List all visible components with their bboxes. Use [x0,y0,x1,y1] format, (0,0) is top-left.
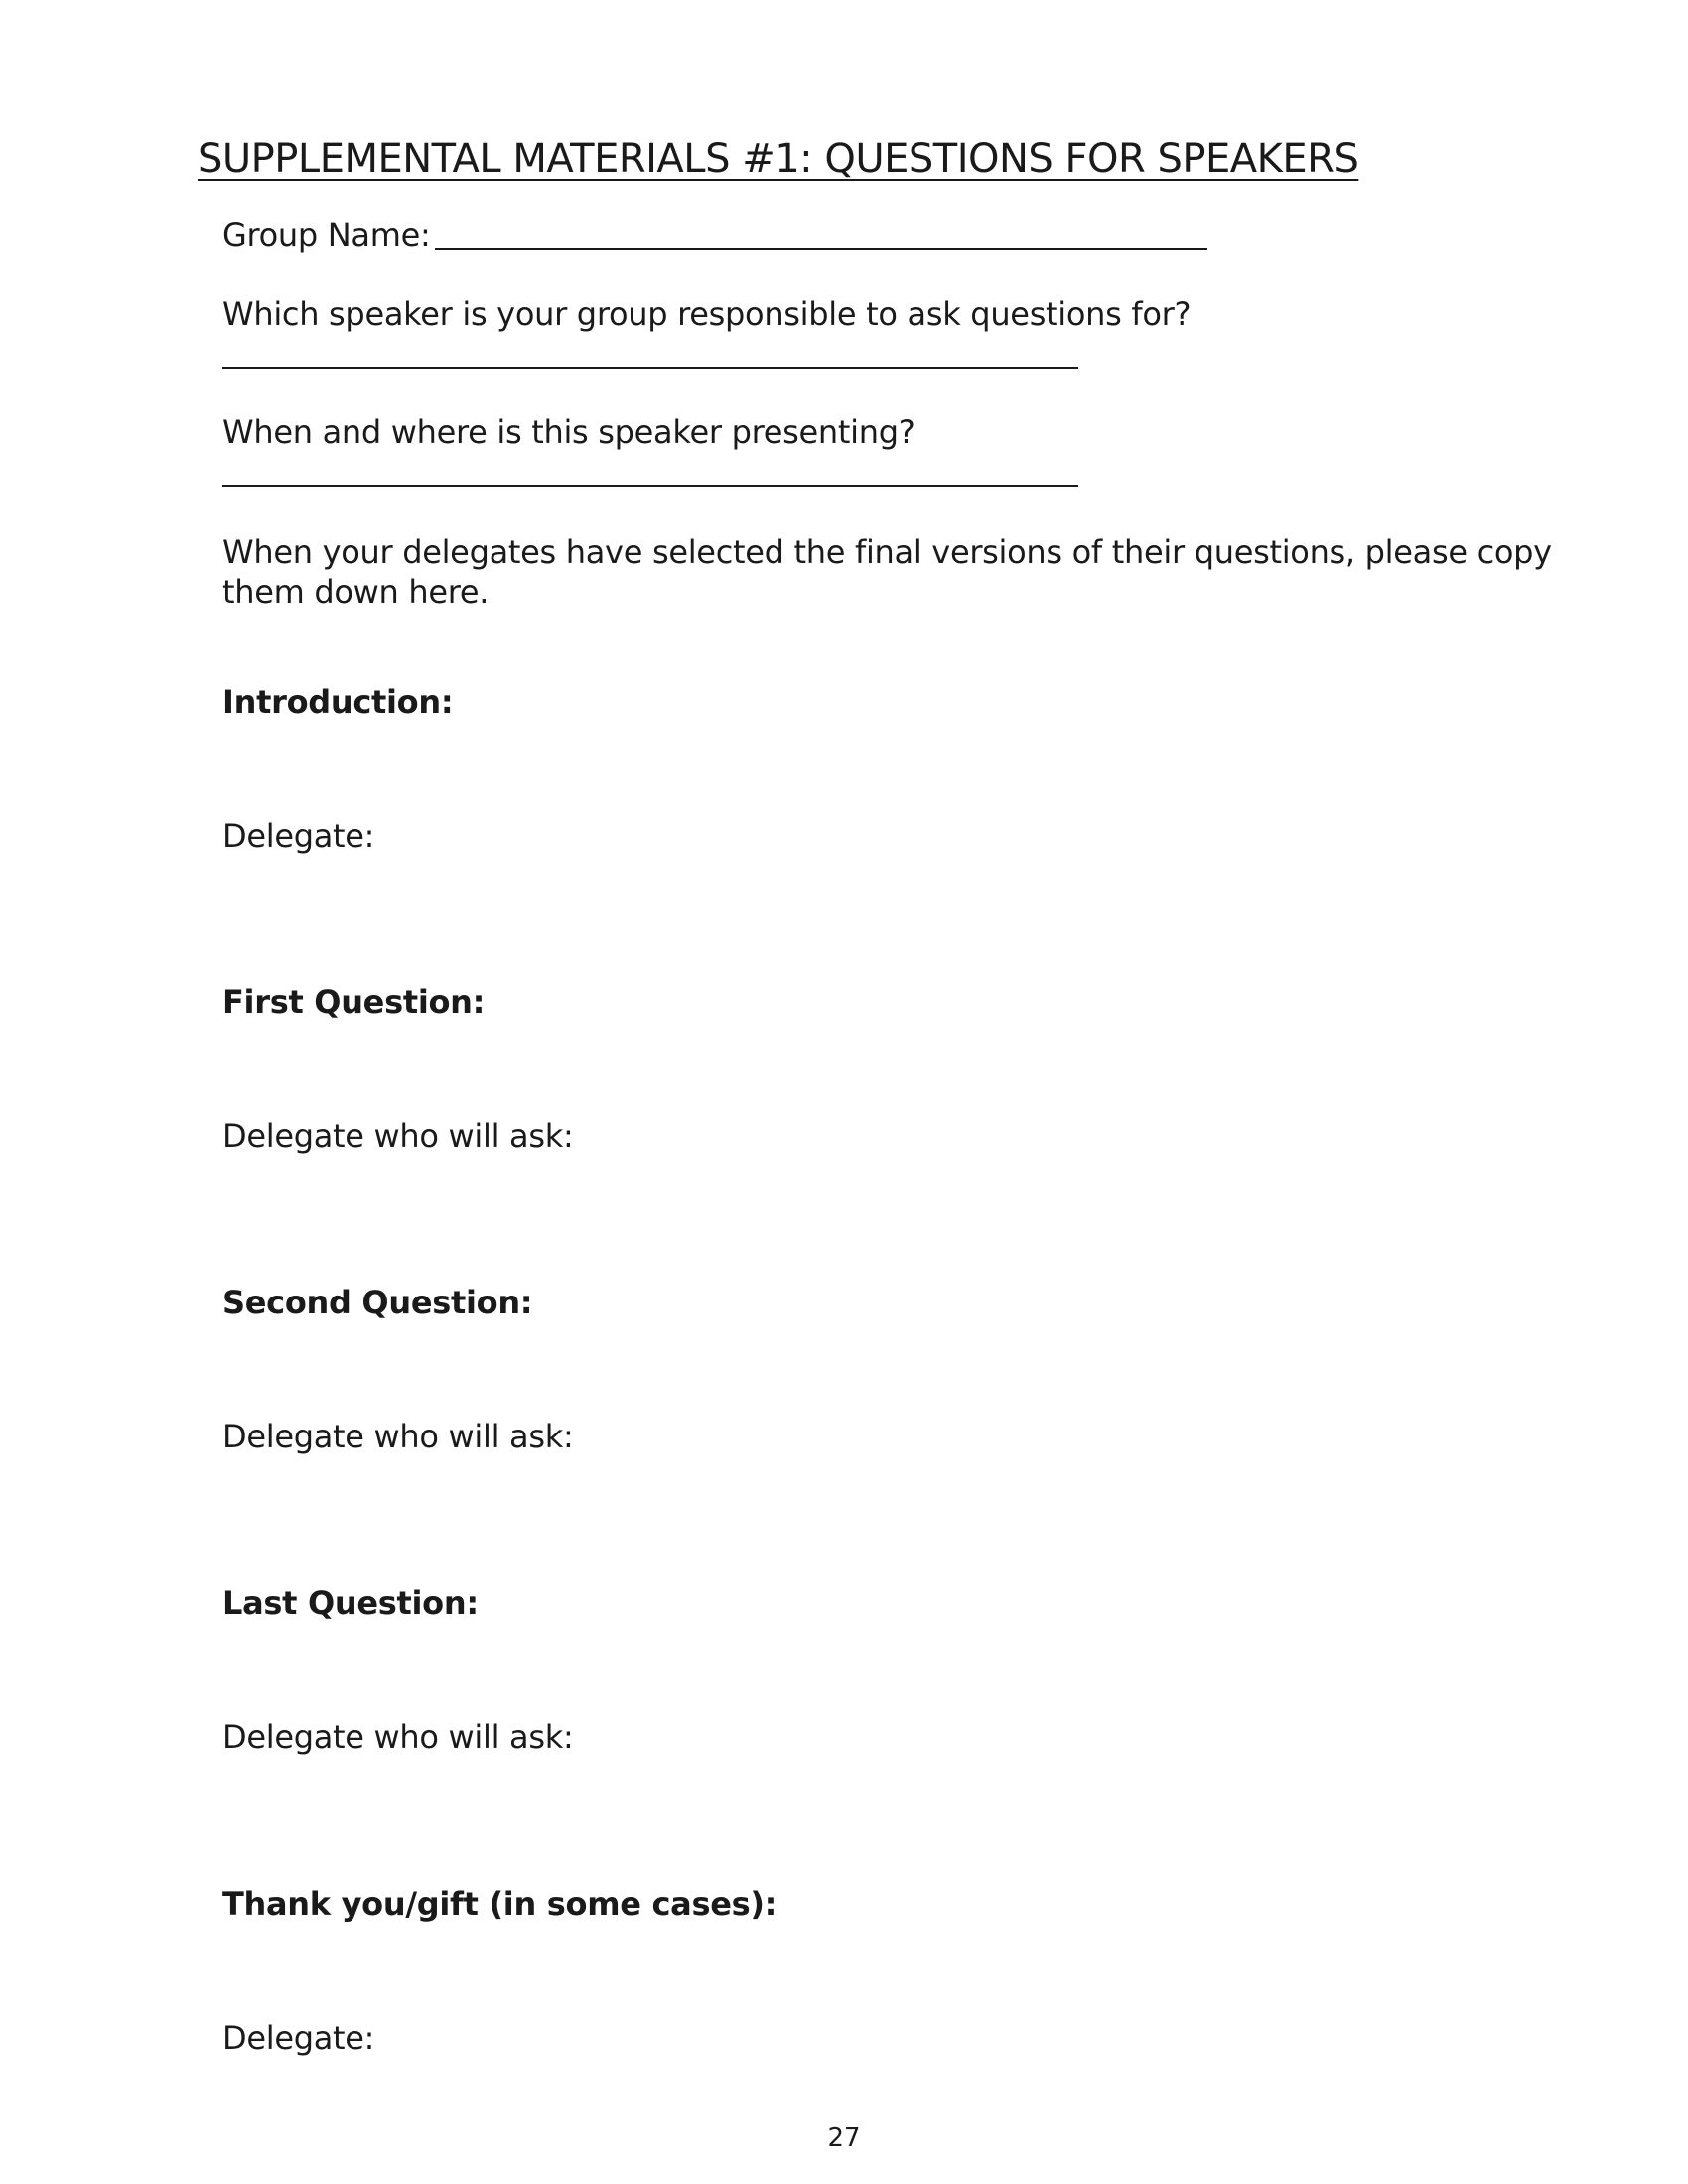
speaker-answer-line [222,367,1078,369]
page-number: 27 [827,2123,861,2153]
group-name-line [435,248,1207,250]
first-delegate-label: Delegate who will ask: [222,1117,574,1155]
first-question-label: First Question: [222,983,486,1021]
last-delegate-label: Delegate who will ask: [222,1718,574,1756]
when-where-question-label: When and where is this speaker presenting? [222,413,915,451]
instructions-paragraph: When your delegates have selected the final versions of their questions, please copy them down here. [222,533,1552,611]
last-question-label: Last Question: [222,1584,479,1622]
group-name-label: Group Name: [222,216,431,254]
introduction-delegate-label: Delegate: [222,817,375,855]
when-where-answer-line [222,485,1078,487]
thank-you-label: Thank you/gift (in some cases): [222,1885,777,1923]
second-delegate-label: Delegate who will ask: [222,1418,574,1455]
speaker-question-label: Which speaker is your group responsible to ask questions for? [222,295,1192,333]
introduction-label: Introduction: [222,683,454,721]
thank-you-delegate-label: Delegate: [222,2019,375,2057]
second-question-label: Second Question: [222,1284,533,1321]
page-title: SUPPLEMENTAL MATERIALS #1: QUESTIONS FOR SPEAKERS [198,136,1359,182]
